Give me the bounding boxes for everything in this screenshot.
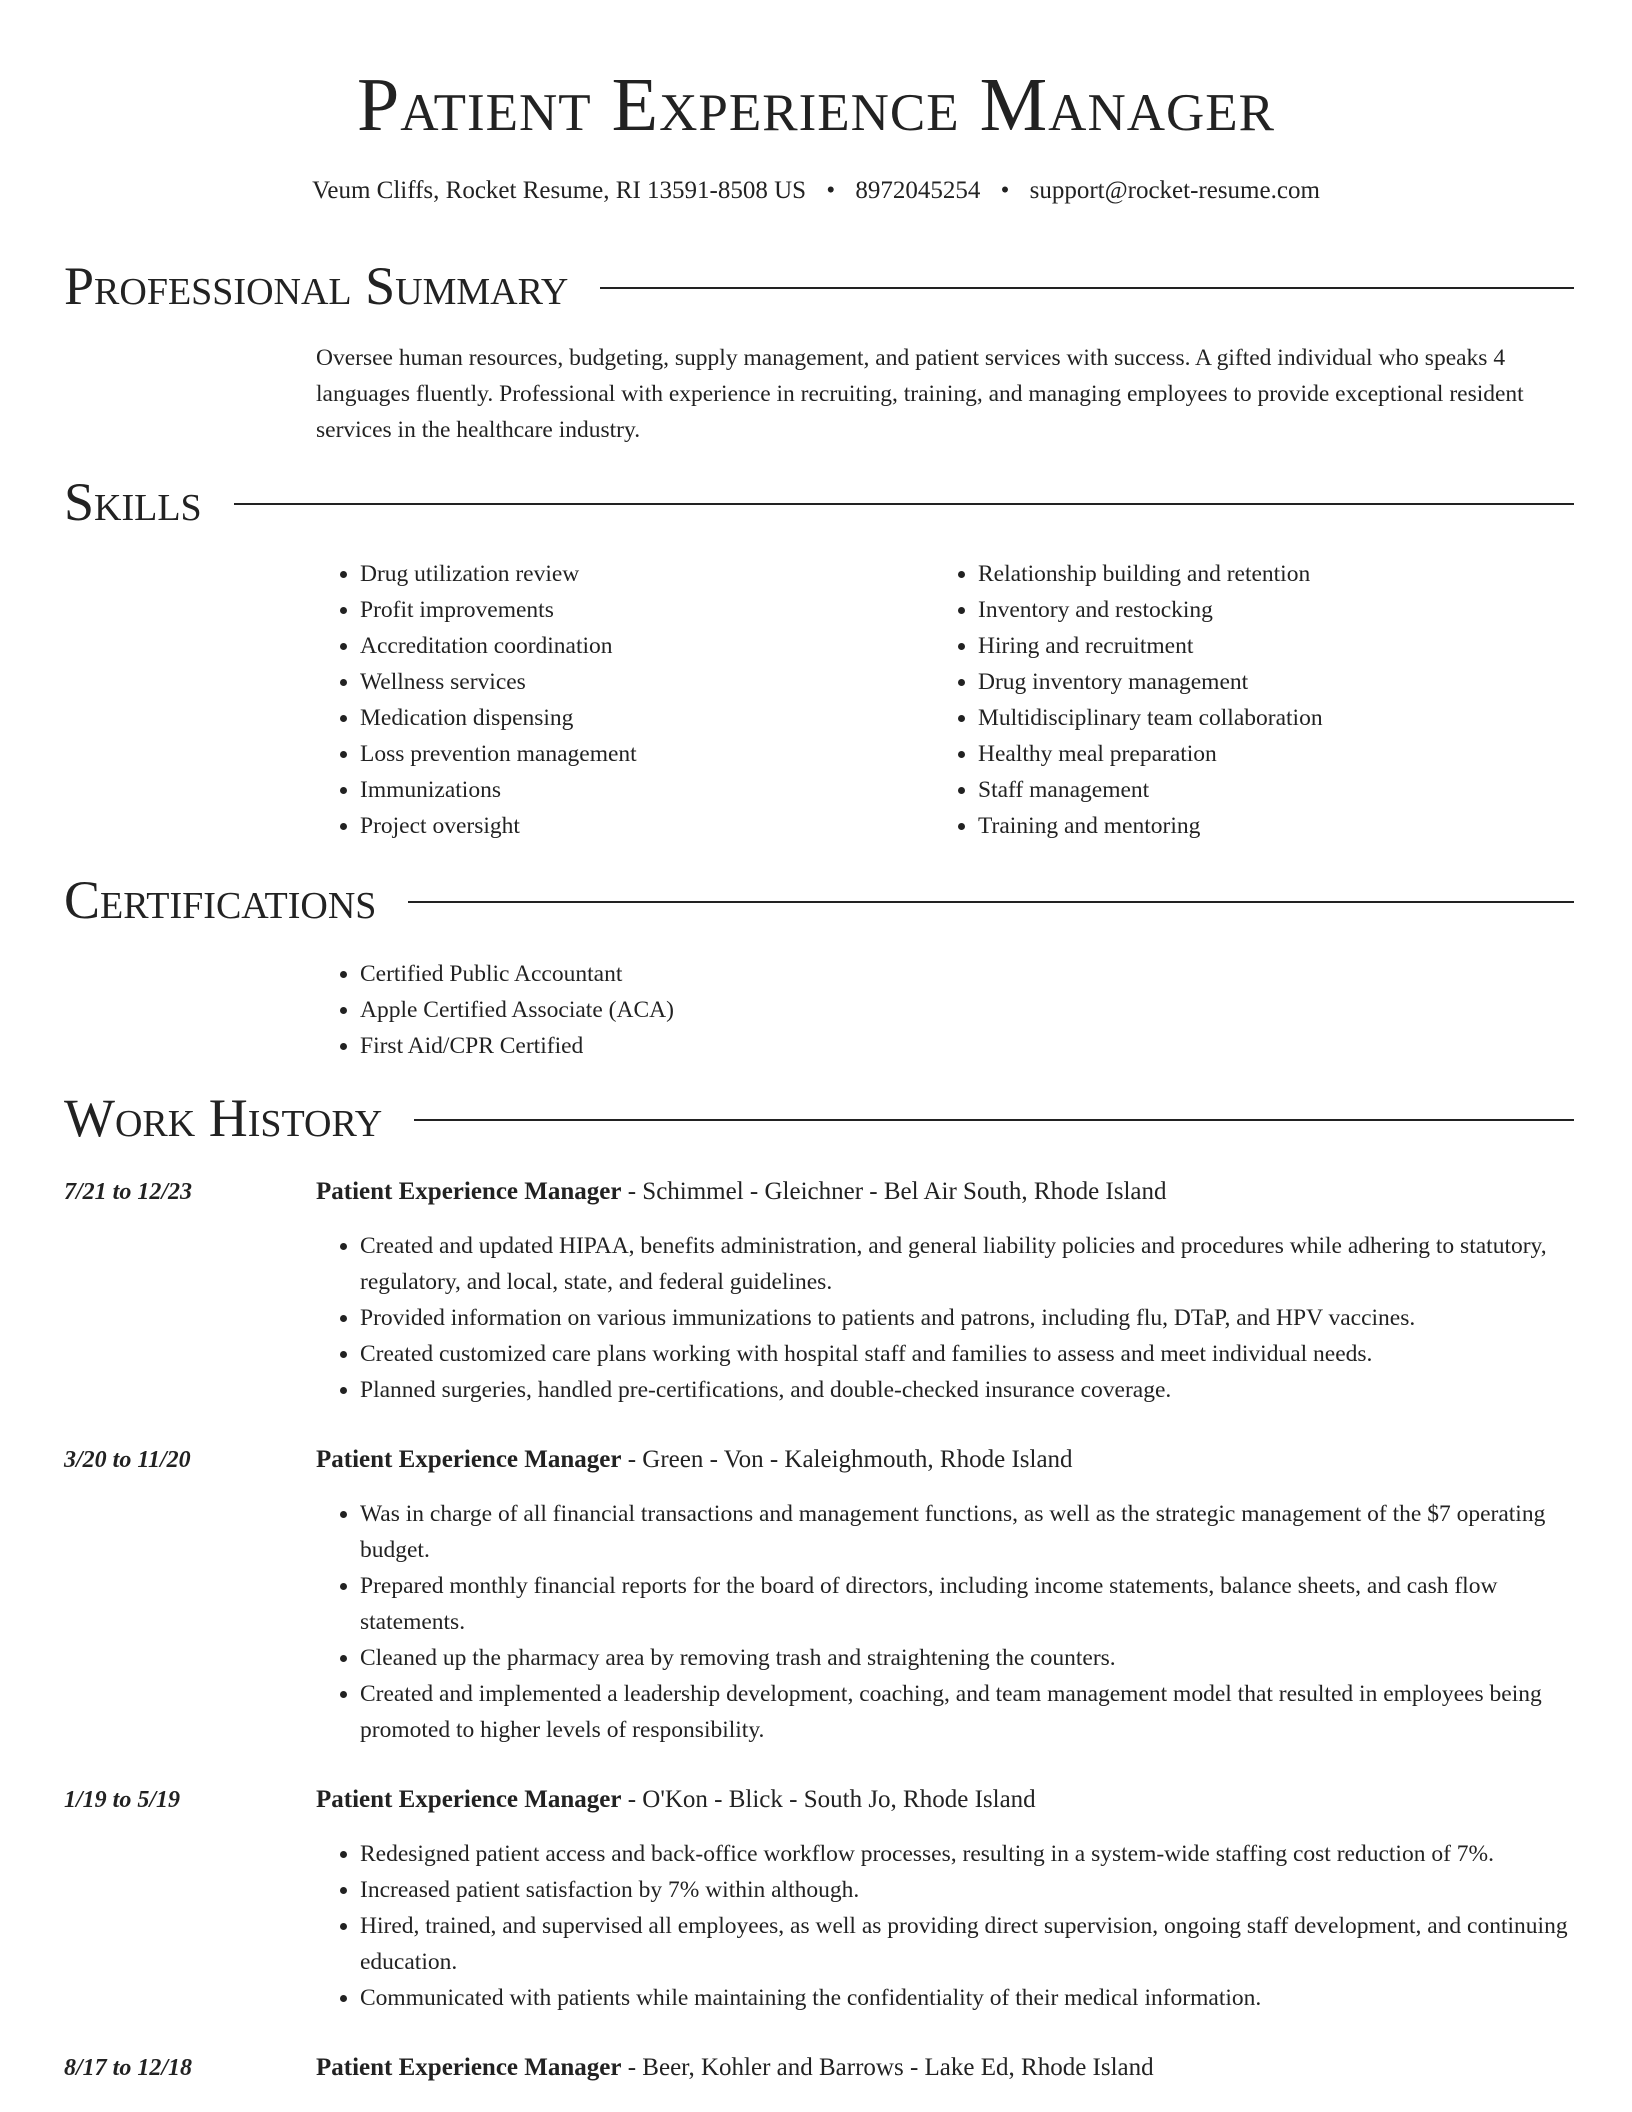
certifications-list [316,956,1618,1064]
skills-list-right [934,556,1618,844]
section-divider [234,503,1574,505]
job-bullet: • Created and implemented a leadership development, coaching, and team management model that resulted in employees being promoted to higher levels of responsibility. [360,1676,1574,1748]
job-heading [316,2050,1574,2086]
job-heading [316,1782,1574,1818]
skill-item: • Staff management [978,772,1618,808]
job-bullet: • Provided information on various immunizations to patients and patrons, including flu, DTaP, and HPV vaccines. [360,1300,1574,1336]
contact-phone: 8972045254 [855,177,981,204]
resume-title: Patient Experience Manager [356,63,1276,147]
job-bullet: • Created customized care plans working with hospital staff and families to assess and meet individual needs. [360,1336,1574,1372]
job-bullet: • Increased patient satisfaction by 7% within although. [360,1872,1574,1908]
job-details: - Green - Von - Kaleighmouth, Rhode Island [621,1446,1073,1473]
contact-separator: • [826,177,836,204]
skill-item: • Profit improvements [360,592,940,628]
job-title: Patient Experience Manager [316,1786,622,1813]
skill-item: • Project oversight [360,808,940,844]
certification-item: • First Aid/CPR Certified [360,1028,1618,1064]
job-details: - O'Kon - Blick - South Jo, Rhode Island [621,1786,1036,1813]
skills-list-left [316,556,940,844]
certification-item: • Certified Public Accountant [360,956,1618,992]
skills-heading: Skills [64,472,202,532]
job-heading [316,1442,1574,1478]
job-bullets [316,1228,1574,1408]
skill-item: • Hiring and recruitment [978,628,1618,664]
skills-section-header [64,472,1574,532]
work-history-heading: Work History [64,1088,383,1148]
job-title: Patient Experience Manager [316,1446,622,1473]
job-bullet: • Prepared monthly financial reports for the board of directors, including income statements, balance sheets, and cash flow statements. [360,1568,1574,1640]
job-bullet: • Hired, trained, and supervised all employees, as well as providing direct supervision, ongoing staff development, and continuing education. [360,1908,1574,1980]
summary-section-header [64,256,1574,316]
skill-item: • Immunizations [360,772,940,808]
job-bullet: • Planned surgeries, handled pre-certifications, and double-checked insurance coverage. [360,1372,1574,1408]
job-date: 8/17 to 12/18 [64,2055,193,2081]
summary-text: Oversee human resources, budgeting, supply management, and patient services with success. A gifted individual who speaks 4 languages fluently. Professional with experience in recruiting, training, and managing employees to provide exceptional resident services in the healthcare industry. [316,345,1524,443]
section-divider [600,287,1574,289]
certifications-section-header [64,870,1574,930]
skill-item: • Medication dispensing [360,700,940,736]
skill-item: • Drug inventory management [978,664,1618,700]
job-title: Patient Experience Manager [316,2054,622,2081]
job-bullets [316,1836,1574,2016]
job-bullets [316,1496,1574,1748]
job-bullet: • Cleaned up the pharmacy area by removing trash and straightening the counters. [360,1640,1574,1676]
job-date: 7/21 to 12/23 [64,1179,193,1205]
certification-item: • Apple Certified Associate (ACA) [360,992,1618,1028]
job-date: 1/19 to 5/19 [64,1787,181,1813]
job-date: 3/20 to 11/20 [64,1447,191,1473]
skill-item: • Inventory and restocking [978,592,1618,628]
contact-line [0,174,1632,208]
skill-item: • Drug utilization review [360,556,940,592]
skill-item: • Relationship building and retention [978,556,1618,592]
work-history-section-header [64,1088,1574,1148]
job-details: - Beer, Kohler and Barrows - Lake Ed, Rhode Island [621,2054,1154,2081]
job-bullet: • Redesigned patient access and back-office workflow processes, resulting in a system-wide staffing cost reduction of 7%. [360,1836,1574,1872]
summary-heading: Professional Summary [64,256,569,316]
skill-item: • Accreditation coordination [360,628,940,664]
job-details: - Schimmel - Gleichner - Bel Air South, Rhode Island [621,1178,1167,1205]
section-divider [408,901,1574,903]
skill-item: • Wellness services [360,664,940,700]
certifications-heading: Certifications [64,870,377,930]
job-bullet: • Communicated with patients while maintaining the confidentiality of their medical information. [360,1980,1574,2016]
job-heading [316,1174,1574,1210]
skill-item: • Multidisciplinary team collaboration [978,700,1618,736]
contact-email: support@rocket-resume.com [1029,177,1320,204]
job-bullet: • Created and updated HIPAA, benefits administration, and general liability policies and procedures while adhering to statutory, regulatory, and local, state, and federal guidelines. [360,1228,1574,1300]
section-divider [414,1119,1574,1121]
skill-item: • Healthy meal preparation [978,736,1618,772]
job-bullet: • Was in charge of all financial transactions and management functions, as well as the strategic management of the $7 operating budget. [360,1496,1574,1568]
job-title: Patient Experience Manager [316,1178,622,1205]
contact-separator: • [1000,177,1010,204]
contact-address: Veum Cliffs, Rocket Resume, RI 13591-8508 US [312,177,807,204]
skill-item: • Training and mentoring [978,808,1618,844]
skill-item: • Loss prevention management [360,736,940,772]
